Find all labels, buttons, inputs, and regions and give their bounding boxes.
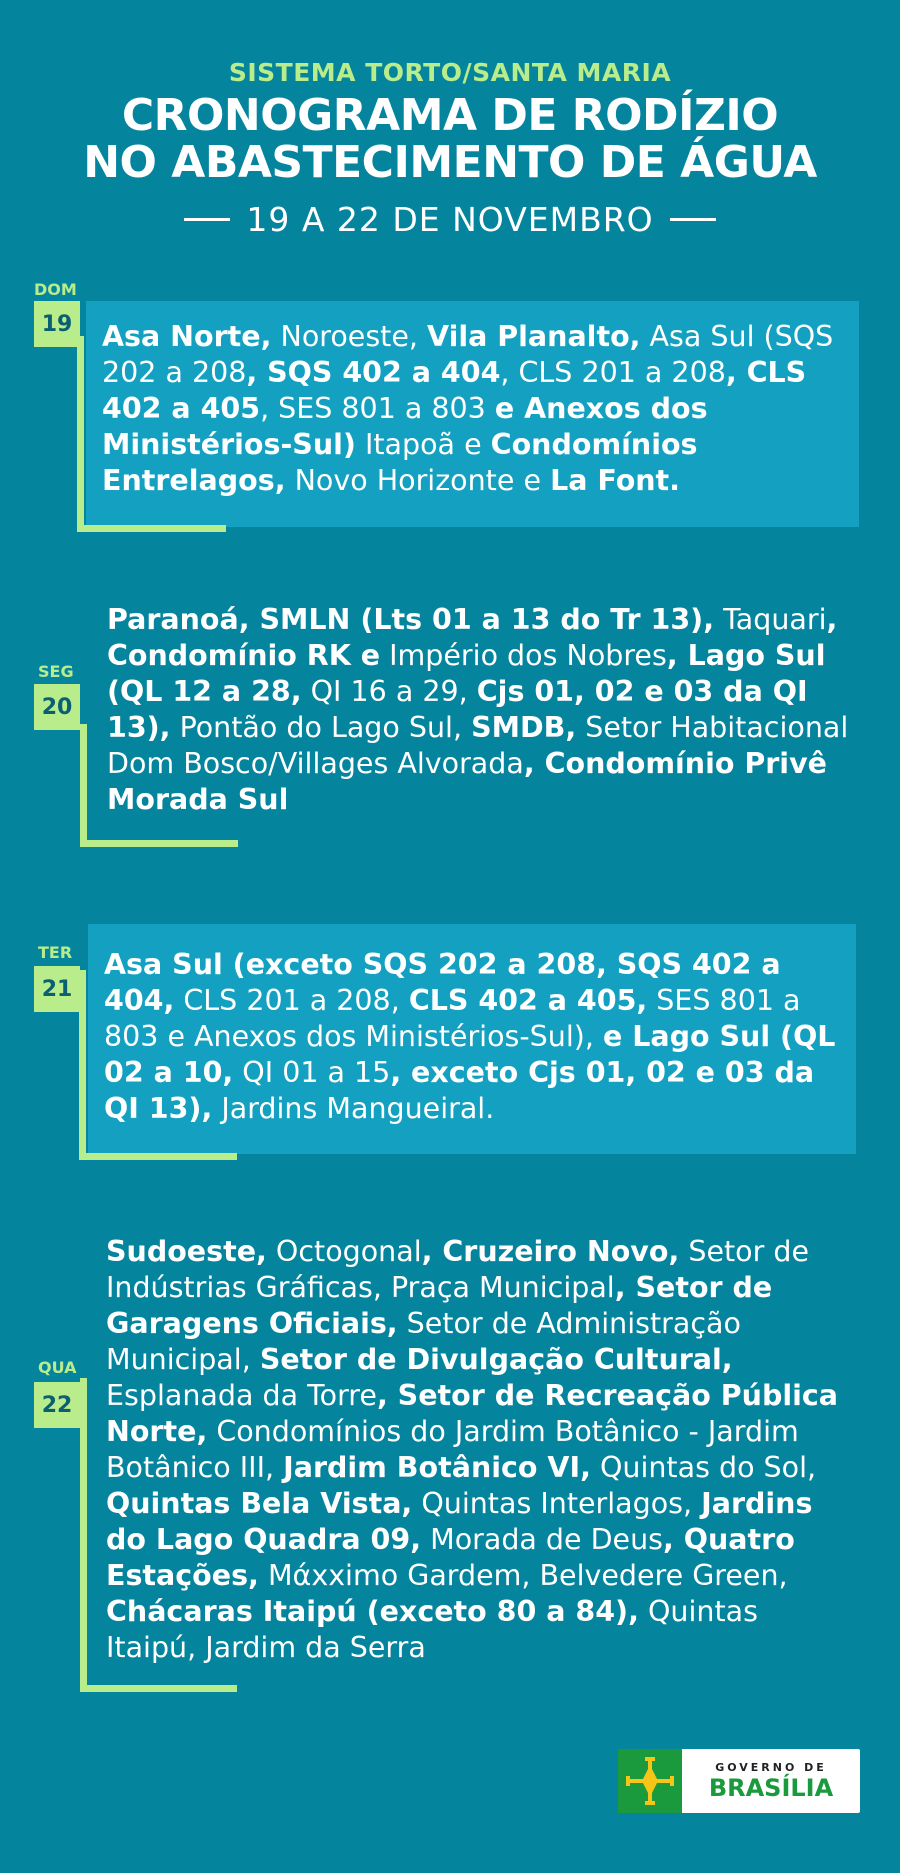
- text-segment: QI 16 a 29,: [301, 675, 477, 708]
- text-segment: Esplanada da Torre: [106, 1379, 377, 1412]
- day-3-weekday: TER: [38, 943, 73, 962]
- text-segment: CLS 402 a 405,: [408, 984, 648, 1017]
- text-segment: , SQS 402 a 404: [246, 356, 501, 389]
- day-4-weekday: QUA: [38, 1358, 77, 1377]
- text-segment: , CLS 402 a 405: [102, 356, 807, 425]
- text-segment: Setor Habitacional Dom Bosco/Villages Alvorada: [107, 711, 849, 780]
- text-segment: Noroeste,: [271, 320, 428, 353]
- text-segment: e Lago Sul (QL 02 a 10,: [104, 1020, 836, 1089]
- text-segment: Asa Sul (exceto SQS 202 a 208, SQS 402 a 404,: [104, 948, 781, 1017]
- text-segment: Condomínios do Jardim Botânico - Jardim Botânico III,: [106, 1415, 799, 1484]
- text-segment: Cjs 01, 02 e 03 da QI 13),: [107, 675, 808, 744]
- day-2-timeline-horizontal: [80, 840, 238, 847]
- text-segment: Império dos Nobres: [380, 639, 667, 672]
- text-segment: , Condomínio RK e: [107, 603, 838, 672]
- text-segment: SMDB,: [471, 711, 577, 744]
- text-segment: Quintas Interlagos,: [412, 1487, 702, 1520]
- day-3-date-badge: 21: [34, 966, 80, 1012]
- day-1-neighborhoods: [102, 319, 847, 499]
- text-segment: , Lago Sul (QL 12 a 28,: [107, 639, 826, 708]
- title-line-1: CRONOGRAMA DE RODÍZIO: [121, 90, 779, 141]
- text-segment: e Anexos dos Ministérios-Sul): [102, 392, 708, 461]
- governo-de-brasilia-logo: [618, 1749, 860, 1813]
- text-segment: Novo Horizonte e: [285, 464, 551, 497]
- text-segment: Setor de Indústrias Gráficas, Praça Municipal: [106, 1235, 809, 1304]
- page-title: [0, 92, 900, 186]
- text-segment: , exceto Cjs 01, 02 e 03 da QI 13),: [104, 1056, 815, 1125]
- text-segment: , Condomínio Privê Morada Sul: [107, 747, 827, 816]
- text-segment: Setor de Divulgação Cultural,: [259, 1343, 733, 1376]
- text-segment: Setor de Administração Municipal,: [106, 1307, 741, 1376]
- day-4-neighborhoods: [106, 1234, 851, 1666]
- text-segment: SES 801 a 803 e Anexos dos Ministérios-Sul),: [104, 984, 801, 1053]
- text-segment: , CLS 201 a 208: [500, 356, 726, 389]
- day-1-weekday: DOM: [34, 280, 77, 299]
- text-segment: Itapoã e: [355, 428, 491, 461]
- text-segment: Jardins Mangueiral.: [212, 1092, 495, 1125]
- text-segment: Sudoeste,: [106, 1235, 267, 1268]
- period-label: 19 A 22 DE NOVEMBRO: [246, 200, 654, 239]
- text-segment: Quintas do Sol,: [590, 1451, 817, 1484]
- text-segment: Condomínios Entrelagos,: [102, 428, 698, 497]
- text-segment: Asa Sul (SQS 202 a 208: [102, 320, 834, 389]
- text-segment: Pontão do Lago Sul,: [170, 711, 472, 744]
- day-4-timeline-horizontal: [80, 1685, 237, 1692]
- day-4-timeline-vertical: [80, 1378, 87, 1692]
- text-segment: , Quatro Estações,: [106, 1523, 795, 1592]
- text-segment: Taquari: [714, 603, 827, 636]
- day-1-timeline-horizontal: [77, 525, 226, 532]
- text-segment: Jardins do Lago Quadra 09,: [106, 1487, 813, 1556]
- day-4-date-badge: 22: [34, 1382, 80, 1428]
- period-row: [0, 200, 900, 239]
- title-line-2: NO ABASTECIMENTO DE ÁGUA: [83, 137, 817, 188]
- logo-line-2: BRASÍLIA: [708, 1773, 834, 1802]
- text-segment: QI 01 a 15: [233, 1056, 391, 1089]
- emblem-shape: [618, 1749, 682, 1813]
- day-2-neighborhoods: [107, 602, 852, 818]
- logo-line-1: GOVERNO DE: [715, 1760, 827, 1774]
- text-segment: Asa Norte,: [102, 320, 272, 353]
- day-3-neighborhoods: [104, 947, 849, 1127]
- day-3-timeline-horizontal: [79, 1153, 237, 1160]
- text-segment: Chácaras Itaipú (exceto 80 a 84),: [106, 1595, 639, 1628]
- day-1-timeline-vertical: [77, 336, 84, 529]
- text-segment: , Cruzeiro Novo,: [421, 1235, 680, 1268]
- system-name: SISTEMA TORTO/SANTA MARIA: [228, 58, 672, 87]
- text-segment: Quintas Itaipú, Jardim da Serra: [106, 1595, 758, 1664]
- text-segment: , SES 801 a 803: [260, 392, 495, 425]
- text-segment: , Setor de Recreação Pública Norte,: [106, 1379, 839, 1448]
- day-2-weekday: SEG: [38, 662, 74, 681]
- text-segment: Jardim Botânico VI,: [283, 1451, 591, 1484]
- text-segment: , Setor de Garagens Oficiais,: [106, 1271, 773, 1340]
- day-2-timeline-vertical: [80, 724, 87, 847]
- period-rule-left: [184, 218, 230, 221]
- text-segment: Paranoá, SMLN (Lts 01 a 13 do Tr 13),: [107, 603, 715, 636]
- text-segment: Morada de Deus: [421, 1523, 664, 1556]
- text-segment: Octogonal: [266, 1235, 422, 1268]
- text-segment: La Font.: [550, 464, 681, 497]
- text-segment: Quintas Bela Vista,: [106, 1487, 413, 1520]
- text-segment: Mάxximo Gardem, Belvedere Green,: [258, 1559, 788, 1592]
- period-rule-right: [670, 218, 716, 221]
- brasilia-emblem-icon: [618, 1749, 682, 1813]
- logo-text: [682, 1749, 860, 1813]
- day-3-timeline-vertical: [79, 970, 86, 1160]
- day-1-date-badge: 19: [34, 301, 80, 347]
- text-segment: Vila Planalto,: [427, 320, 641, 353]
- text-segment: CLS 201 a 208,: [174, 984, 409, 1017]
- day-2-date-badge: 20: [34, 684, 80, 730]
